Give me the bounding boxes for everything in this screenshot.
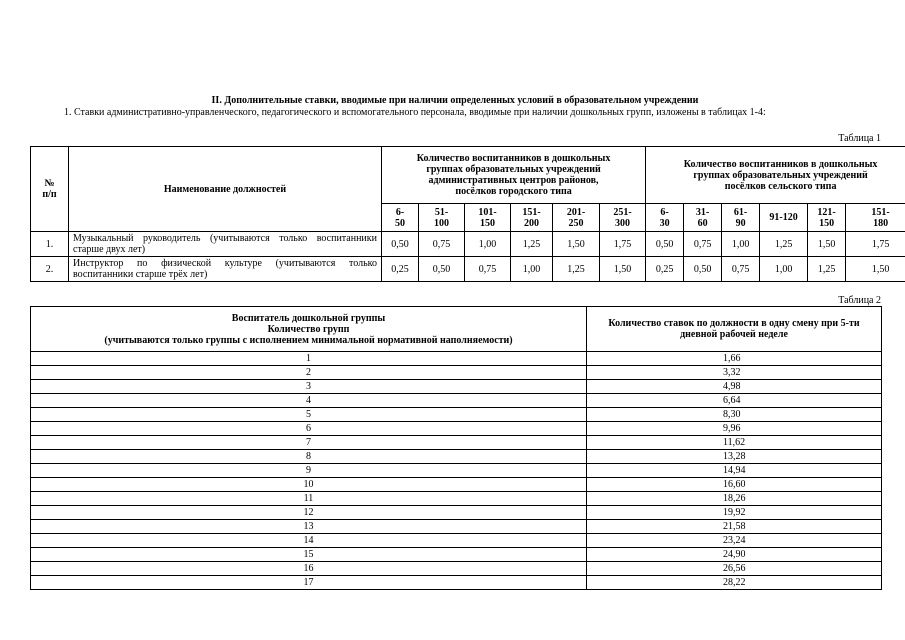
rate-cell: 24,90 [587, 548, 882, 562]
table-row [31, 520, 882, 534]
group-count-cell: 10 [31, 478, 587, 492]
row-number: 2. [31, 257, 69, 282]
header-group-count: Количество групп [267, 323, 350, 335]
range-header-urban: 151- 200 [511, 204, 553, 232]
group-count-cell: 9 [31, 464, 587, 478]
range-header-rural: 121- 150 [808, 204, 846, 232]
group-count-cell: 4 [31, 394, 587, 408]
rate-cell: 28,22 [587, 576, 882, 590]
staff-rates-table [30, 146, 905, 282]
rate-cell: 16,60 [587, 478, 882, 492]
rate-cell: 18,26 [587, 492, 882, 506]
rate-cell-urban: 1,50 [600, 257, 646, 282]
header-group-note: (учитываются только группы с исполнением минимальной нормативной наполняемости) [104, 334, 513, 346]
range-header-urban: 201- 250 [553, 204, 600, 232]
col-header-groups [31, 307, 587, 352]
rate-cell-urban: 1,00 [511, 257, 553, 282]
educator-rates-table [30, 306, 882, 590]
group-header-urban: Количество воспитанников в дошкольных группах образовательных учреждений административных центров районов, посёлков городского типа [382, 147, 646, 204]
intro-paragraph: 1. Ставки административно-управленческого, педагогического и вспомогательного персонала, вводимые при наличии дошкольных групп, изложены в таблицах 1-4: [64, 107, 766, 118]
rate-cell: 19,92 [587, 506, 882, 520]
group-count-cell: 14 [31, 534, 587, 548]
rate-cell: 13,28 [587, 450, 882, 464]
table-row [31, 562, 882, 576]
group-count-cell: 1 [31, 352, 587, 366]
rate-cell: 9,96 [587, 422, 882, 436]
group-count-cell: 7 [31, 436, 587, 450]
rate-cell-rural: 1,50 [808, 232, 846, 257]
rate-cell-urban: 1,25 [553, 257, 600, 282]
rate-cell-urban: 0,75 [419, 232, 465, 257]
rate-cell-urban: 0,50 [382, 232, 419, 257]
rate-cell: 8,30 [587, 408, 882, 422]
rate-cell-urban: 0,25 [382, 257, 419, 282]
group-header-rural: Количество воспитанников в дошкольных группах образовательных учреждений посёлков сельского типа [646, 147, 905, 204]
range-header-rural: 31- 60 [684, 204, 722, 232]
rate-cell-rural: 0,75 [722, 257, 760, 282]
rate-cell: 1,66 [587, 352, 882, 366]
rate-cell: 4,98 [587, 380, 882, 394]
rate-cell-urban: 0,50 [419, 257, 465, 282]
position-name: Музыкальный руководитель (учитываются только воспитанники старше двух лет) [69, 232, 382, 257]
range-header-urban: 101- 150 [465, 204, 511, 232]
table-row [31, 534, 882, 548]
table-row [31, 380, 882, 394]
range-header-rural: 91-120 [760, 204, 808, 232]
group-count-cell: 3 [31, 380, 587, 394]
range-header-urban: 251- 300 [600, 204, 646, 232]
range-header-rural: 151- 180 [846, 204, 905, 232]
rate-cell-rural: 1,25 [760, 232, 808, 257]
rate-cell: 11,62 [587, 436, 882, 450]
table-row [31, 352, 882, 366]
col-header-number: № п/п [31, 147, 69, 232]
rate-cell-rural: 1,25 [808, 257, 846, 282]
table-row [31, 394, 882, 408]
group-count-cell: 5 [31, 408, 587, 422]
table-row [31, 478, 882, 492]
table-row [31, 257, 905, 282]
rate-cell: 3,32 [587, 366, 882, 380]
rate-cell: 21,58 [587, 520, 882, 534]
rate-cell-urban: 1,25 [511, 232, 553, 257]
rate-cell: 23,24 [587, 534, 882, 548]
rate-cell: 26,56 [587, 562, 882, 576]
group-count-cell: 12 [31, 506, 587, 520]
rate-cell-rural: 1,50 [846, 257, 905, 282]
table2-caption: Таблица 2 [838, 295, 881, 306]
rate-cell-rural: 1,00 [760, 257, 808, 282]
group-count-cell: 13 [31, 520, 587, 534]
group-count-cell: 15 [31, 548, 587, 562]
col-header-position: Наименование должностей [69, 147, 382, 232]
table-row [31, 506, 882, 520]
rate-cell: 14,94 [587, 464, 882, 478]
rate-cell-rural: 0,75 [684, 232, 722, 257]
group-count-cell: 8 [31, 450, 587, 464]
rate-cell-urban: 1,00 [465, 232, 511, 257]
table-row [31, 366, 882, 380]
rate-cell-urban: 0,75 [465, 257, 511, 282]
group-count-cell: 17 [31, 576, 587, 590]
range-header-rural: 6- 30 [646, 204, 684, 232]
table-row [31, 576, 882, 590]
group-count-cell: 2 [31, 366, 587, 380]
rate-cell-urban: 1,75 [600, 232, 646, 257]
table-row [31, 450, 882, 464]
rate-cell-rural: 1,00 [722, 232, 760, 257]
range-header-urban: 51- 100 [419, 204, 465, 232]
col-header-rates: Количество ставок по должности в одну смену при 5-ти дневной рабочей неделе [587, 307, 882, 352]
range-header-urban: 6- 50 [382, 204, 419, 232]
rate-cell: 6,64 [587, 394, 882, 408]
range-header-rural: 61- 90 [722, 204, 760, 232]
row-number: 1. [31, 232, 69, 257]
group-count-cell: 11 [31, 492, 587, 506]
group-count-cell: 16 [31, 562, 587, 576]
table-row [31, 408, 882, 422]
rate-cell-rural: 0,50 [646, 232, 684, 257]
header-educator: Воспитатель дошкольной группы [231, 312, 386, 324]
section-heading: II. Дополнительные ставки, вводимые при наличии определенных условий в образовательном учреждении [211, 95, 699, 106]
rate-cell-urban: 1,50 [553, 232, 600, 257]
table-row [31, 436, 882, 450]
table-row [31, 548, 882, 562]
position-name: Инструктор по физической культуре (учитываются только воспитанники старше трёх лет) [69, 257, 382, 282]
table-row [31, 492, 882, 506]
table-row [31, 464, 882, 478]
table1-caption: Таблица 1 [838, 133, 881, 144]
rate-cell-rural: 1,75 [846, 232, 905, 257]
table-row [31, 232, 905, 257]
group-count-cell: 6 [31, 422, 587, 436]
table-row [31, 422, 882, 436]
rate-cell-rural: 0,25 [646, 257, 684, 282]
rate-cell-rural: 0,50 [684, 257, 722, 282]
